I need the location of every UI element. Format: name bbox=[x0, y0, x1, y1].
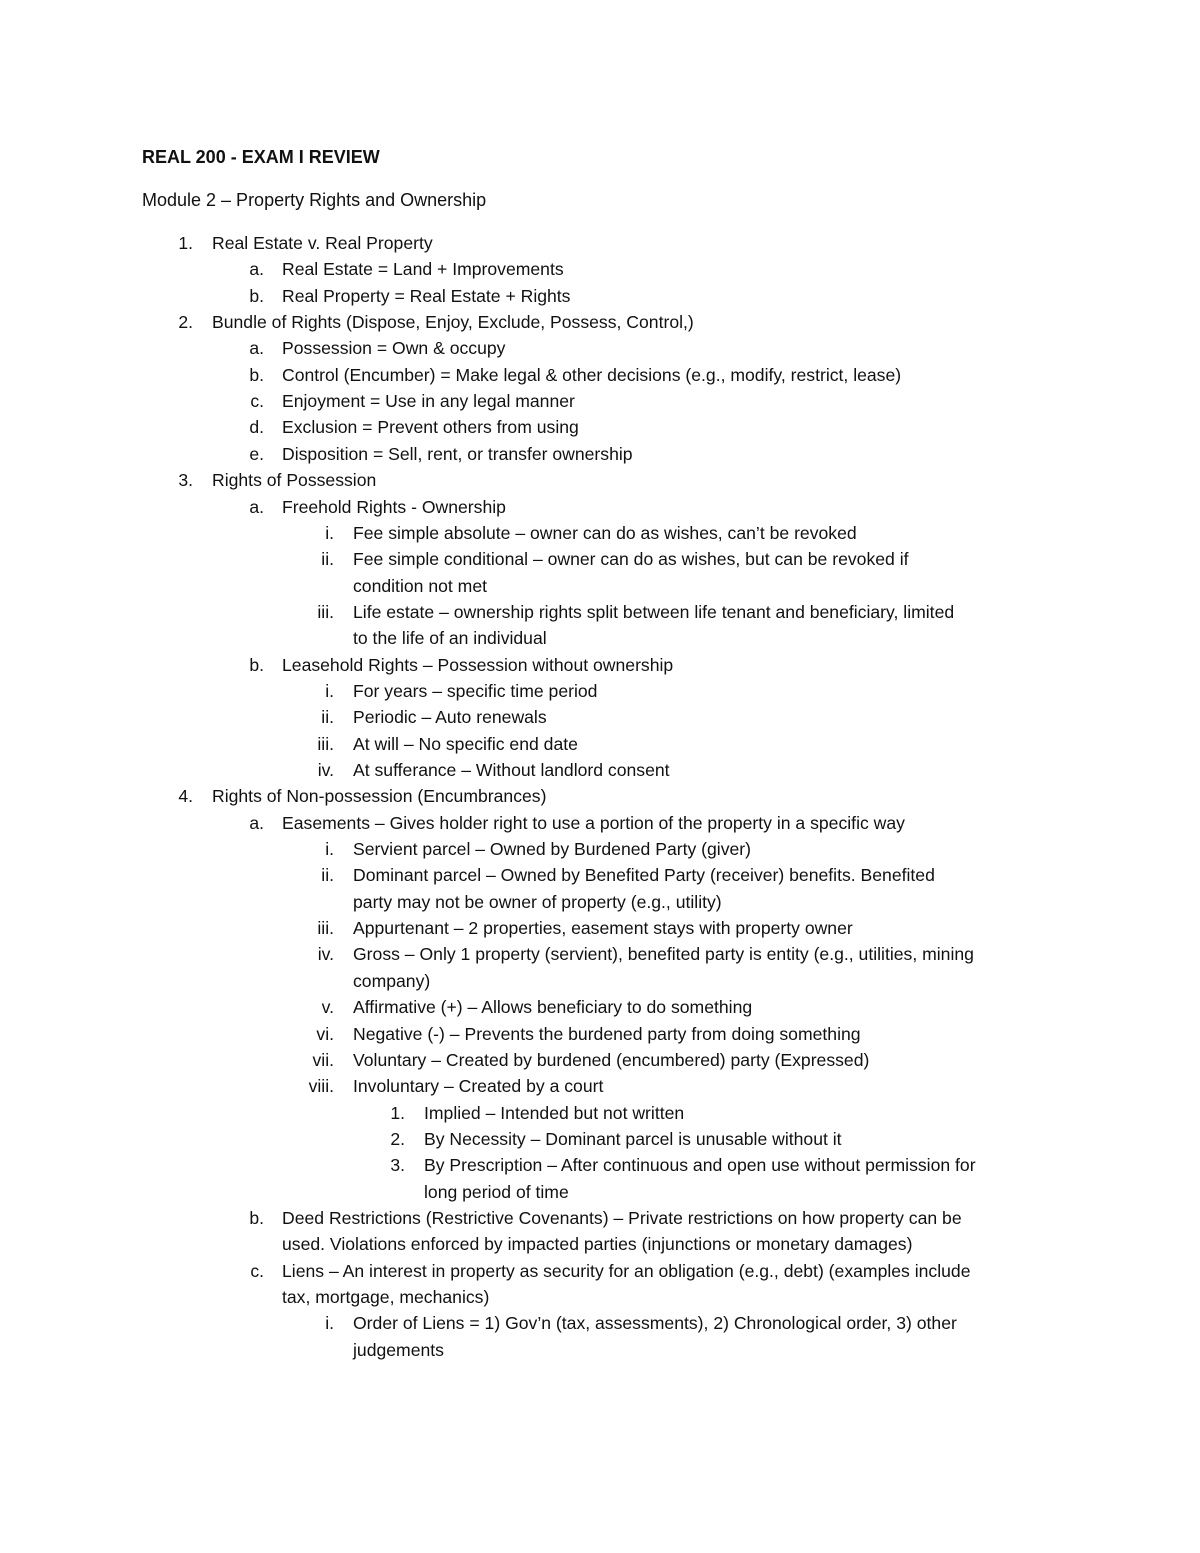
outline-item bbox=[0, 599, 1200, 625]
outline-text: Periodic – Auto renewals bbox=[353, 707, 547, 728]
outline-text: long period of time bbox=[424, 1181, 569, 1202]
outline-item bbox=[0, 1337, 1200, 1363]
outline-marker: iii. bbox=[317, 733, 334, 754]
outline-text: Liens – An interest in property as security for an obligation (e.g., debt) (examples include bbox=[282, 1260, 971, 1281]
outline-text: For years – specific time period bbox=[353, 680, 598, 701]
outline-marker: ii. bbox=[321, 865, 334, 886]
outline-item bbox=[0, 1126, 1200, 1152]
outline-marker: iii. bbox=[317, 918, 334, 939]
outline-item bbox=[0, 494, 1200, 520]
outline-text: By Necessity – Dominant parcel is unusable without it bbox=[424, 1128, 842, 1149]
outline-text: Deed Restrictions (Restrictive Covenants) – Private restrictions on how property can be bbox=[282, 1207, 962, 1228]
outline-marker: b. bbox=[249, 1207, 264, 1228]
module-heading: Module 2 – Property Rights and Ownership bbox=[142, 190, 487, 210]
outline-text: At sufferance – Without landlord consent bbox=[353, 760, 670, 780]
outline-text: Enjoyment = Use in any legal manner bbox=[282, 391, 575, 412]
document-title: REAL 200 - EXAM I REVIEW bbox=[142, 147, 380, 167]
outline-text: used. Violations enforced by impacted parties (injunctions or monetary damages) bbox=[282, 1234, 913, 1255]
outline-text: Dominant parcel – Owned by Benefited Party (receiver) benefits. Benefited bbox=[353, 865, 935, 886]
outline-text: Bundle of Rights (Dispose, Enjoy, Exclude, Possess, Control,) bbox=[212, 312, 694, 333]
outline-item bbox=[0, 230, 1200, 256]
outline-item bbox=[0, 1152, 1200, 1178]
outline-marker: viii. bbox=[308, 1076, 334, 1097]
outline-text: Affirmative (+) – Allows beneficiary to do something bbox=[353, 997, 753, 1018]
outline-item bbox=[0, 862, 1200, 888]
outline-item bbox=[0, 1047, 1200, 1073]
outline-text: Order of Liens = 1) Gov’n (tax, assessments), 2) Chronological order, 3) other bbox=[353, 1313, 957, 1334]
outline-text: Control (Encumber) = Make legal & other decisions (e.g., modify, restrict, lease) bbox=[282, 364, 902, 385]
outline-text: tax, mortgage, mechanics) bbox=[282, 1287, 490, 1307]
outline-marker: 1. bbox=[178, 233, 193, 253]
outline-marker: v. bbox=[321, 997, 334, 1018]
outline-item bbox=[0, 1100, 1200, 1126]
outline-text: Real Estate = Land + Improvements bbox=[282, 259, 564, 280]
outline-item bbox=[0, 731, 1200, 757]
outline-marker: 3. bbox=[390, 1155, 405, 1176]
outline-marker: 3. bbox=[178, 470, 193, 491]
outline-item bbox=[0, 546, 1200, 572]
outline-item bbox=[0, 678, 1200, 704]
outline-text: Life estate – ownership rights split between life tenant and beneficiary, limited bbox=[353, 601, 955, 622]
outline-item bbox=[0, 309, 1200, 335]
outline-text: Leasehold Rights – Possession without ownership bbox=[282, 654, 674, 675]
outline-text: Real Estate v. Real Property bbox=[212, 233, 433, 253]
outline-item bbox=[0, 388, 1200, 414]
outline-text: Real Property = Real Estate + Rights bbox=[282, 285, 571, 306]
outline-item bbox=[0, 915, 1200, 941]
outline-marker: i. bbox=[325, 680, 334, 701]
outline-marker: i. bbox=[325, 522, 334, 543]
outline-marker: i. bbox=[325, 1313, 334, 1334]
outline-item bbox=[0, 520, 1200, 546]
outline-marker: a. bbox=[249, 812, 264, 833]
outline-item bbox=[0, 994, 1200, 1020]
outline-item bbox=[0, 836, 1200, 862]
outline-text: Servient parcel – Owned by Burdened Party (giver) bbox=[353, 839, 752, 860]
outline-item bbox=[0, 1258, 1200, 1284]
outline-marker: c. bbox=[250, 391, 264, 412]
outline-text: Gross – Only 1 property (servient), benefited party is entity (e.g., utilities, mining bbox=[353, 944, 974, 965]
outline-text: Appurtenant – 2 properties, easement stays with property owner bbox=[353, 918, 853, 939]
outline-text: party may not be owner of property (e.g., utility) bbox=[353, 891, 722, 912]
outline-item bbox=[0, 256, 1200, 282]
outline-item bbox=[0, 1205, 1200, 1231]
outline-item bbox=[0, 1179, 1200, 1205]
outline-text: Freehold Rights - Ownership bbox=[282, 496, 506, 517]
outline-item bbox=[0, 573, 1200, 599]
outline-marker: ii. bbox=[321, 549, 334, 570]
outline-item bbox=[0, 283, 1200, 309]
outline-marker: d. bbox=[249, 417, 264, 438]
outline-item bbox=[0, 414, 1200, 440]
outline-marker: b. bbox=[249, 364, 264, 385]
outline-marker: b. bbox=[249, 285, 264, 306]
outline-text: Fee simple absolute – owner can do as wishes, can’t be revoked bbox=[353, 522, 857, 543]
outline-text: company) bbox=[353, 970, 431, 991]
outline-marker: a. bbox=[249, 496, 264, 517]
outline-text: Involuntary – Created by a court bbox=[353, 1076, 604, 1097]
outline-marker: i. bbox=[325, 839, 334, 860]
outline-item bbox=[0, 1073, 1200, 1099]
outline-text: Negative (-) – Prevents the burdened party from doing something bbox=[353, 1023, 861, 1044]
outline-item bbox=[0, 335, 1200, 361]
outline-item bbox=[0, 783, 1200, 809]
outline-marker: ii. bbox=[321, 707, 334, 728]
outline-item bbox=[0, 810, 1200, 836]
outline-text: judgements bbox=[353, 1339, 444, 1360]
outline-text: condition not met bbox=[353, 575, 487, 596]
outline-item bbox=[0, 1231, 1200, 1257]
outline-item bbox=[0, 1284, 1200, 1310]
outline-text: By Prescription – After continuous and open use without permission for bbox=[424, 1155, 976, 1176]
outline-text: Voluntary – Created by burdened (encumbered) party (Expressed) bbox=[353, 1049, 870, 1070]
outline-text: to the life of an individual bbox=[353, 628, 547, 649]
outline-item bbox=[0, 1310, 1200, 1336]
outline-text: Implied – Intended but not written bbox=[424, 1102, 685, 1123]
outline-text: Possession = Own & occupy bbox=[282, 338, 506, 359]
outline-marker: 1. bbox=[390, 1102, 405, 1123]
outline-text: Rights of Non-possession (Encumbrances) bbox=[212, 786, 547, 807]
outline-item bbox=[0, 757, 1200, 783]
outline-marker: c. bbox=[250, 1260, 264, 1281]
outline-marker: e. bbox=[249, 443, 264, 464]
outline-text: Rights of Possession bbox=[212, 470, 377, 491]
outline-item bbox=[0, 441, 1200, 467]
outline-marker: a. bbox=[249, 338, 264, 359]
outline-marker: iv. bbox=[317, 760, 334, 780]
outline-item bbox=[0, 625, 1200, 651]
outline-marker: vii. bbox=[312, 1049, 334, 1070]
outline-marker: iii. bbox=[317, 601, 334, 622]
outline-item bbox=[0, 1021, 1200, 1047]
outline-marker: 2. bbox=[390, 1128, 405, 1149]
outline-text: Exclusion = Prevent others from using bbox=[282, 417, 579, 438]
outline-marker: iv. bbox=[317, 944, 334, 965]
outline-text: Fee simple conditional – owner can do as wishes, but can be revoked if bbox=[353, 549, 909, 570]
outline-item bbox=[0, 362, 1200, 388]
outline-marker: 4. bbox=[178, 786, 193, 807]
outline-text: Easements – Gives holder right to use a portion of the property in a specific way bbox=[282, 812, 905, 833]
outline-item bbox=[0, 652, 1200, 678]
outline-item bbox=[0, 704, 1200, 730]
outline-text: Disposition = Sell, rent, or transfer ownership bbox=[282, 443, 633, 464]
outline-marker: vi. bbox=[316, 1023, 334, 1044]
outline-item bbox=[0, 941, 1200, 967]
outline-marker: 2. bbox=[178, 312, 193, 333]
outline-item bbox=[0, 968, 1200, 994]
outline-marker: a. bbox=[249, 259, 264, 280]
outline-marker: b. bbox=[249, 654, 264, 675]
outline-item bbox=[0, 889, 1200, 915]
outline-text: At will – No specific end date bbox=[353, 733, 578, 754]
outline-item bbox=[0, 467, 1200, 493]
